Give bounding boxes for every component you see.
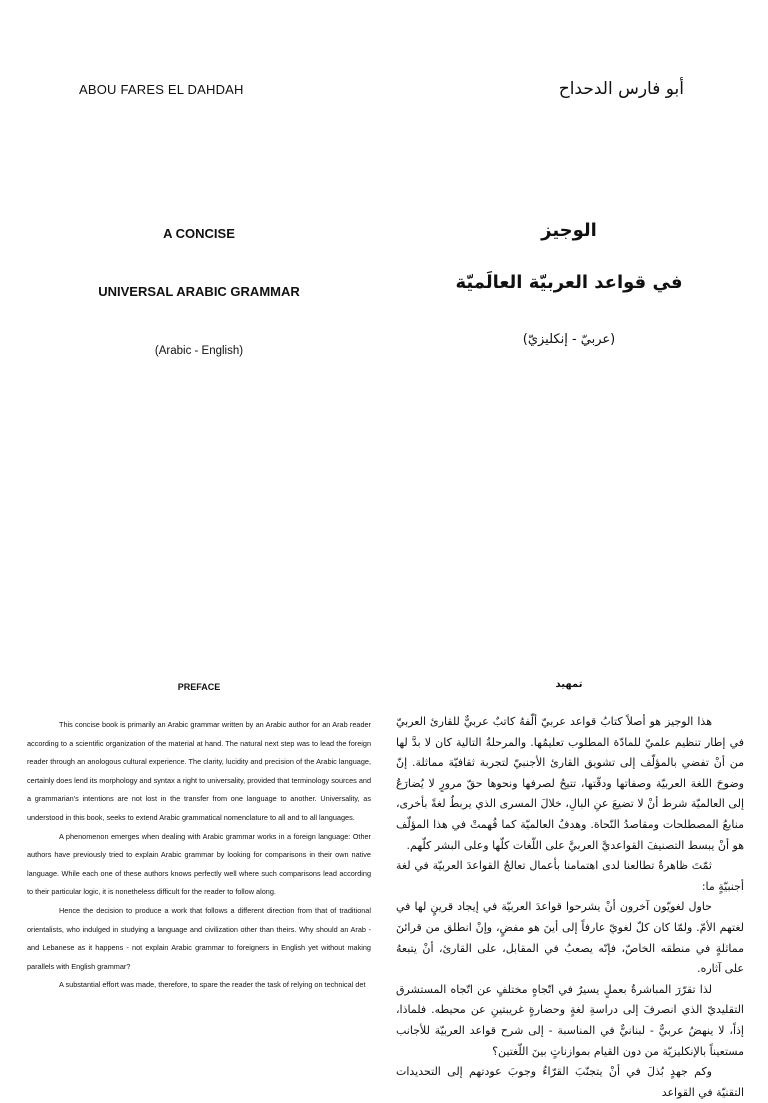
preface-paragraph-en: Hence the decision to produce a work that follows a different direction from that of traditional orientalists, who indulged in studying a language and civilization other than theirs. Why should an Arab - and Lebanese as it happens - not explain Arabic grammar to foreigners in English yet without making parallels with English grammar?: [27, 905, 371, 971]
subtitle-arabic: (عربيّ - إنكليزيّ): [522, 332, 616, 347]
author-name-arabic: أبو فارس الدحداح: [558, 79, 684, 99]
preface-paragraph-ar: هذا الوجيز هو أصلاً كتابُ قواعد عربيّ ألّفهُ كاتبٌ عربيٌّ للقارئ العربيّ في إطار تنظيم علميّ للمادّة المطلوب تعليمُها. والمرحلةُ التالية كان لا بدَّ لها من أنْ تفضي بالمؤلّف إلى تشويق القارئ الأجنبيّ لتجربة ثقافيّة مماثلة. إنّ وضوحَ اللغة العربيّة وصفاتها ودقّتها، تتيحُ لصرفها ونحوها حقّ مرورٍ لا يُضارَعُ إلى العالميّة شرط أنْ لا تضيعَ عنِ البالِ، خلالَ المسرى الذي يربطُ لغةً بأخرى، منابعُ المصطلحات ومقاصدُ النّحاة. وهدفُ العالميّة كما فُهمتْ في هذا المؤلّف هو أنْ يبسط التصنيفَ القواعديَّ العربيَّ على اللّغات كلّها وعلى البشر كلّهم.: [396, 715, 744, 852]
title-english-line1: A CONCISE: [163, 226, 235, 241]
preface-body-arabic: [396, 712, 744, 1103]
title-arabic-line2: في قواعد العربيّة العالَميّة: [455, 272, 683, 293]
preface-body-english: [27, 716, 371, 995]
preface-paragraph-ar: حاول لغويّون آخرون أنْ يشرحوا قواعدَ العربيّة في إيجاد قرينٍ لها في لغتهم الأمّ. ولمّا كان كلّ لغويّ عارفاً إلى أينَ هو مفضٍ، وإنْ انطلق من قرائنَ مماثلةٍ في منطقه الخاصّ، فإنّه يصعبُ في المقابل، على القارئ، أنْ يتبعهُ على آثاره.: [396, 900, 744, 976]
preface-heading-arabic: تمهيد: [555, 679, 583, 690]
preface-heading-english: PREFACE: [177, 682, 221, 692]
preface-paragraph-ar: وكم جهدٍ بُذلَ في أنْ يتجنّبَ القرّاءُ وجوبَ عودتهم إلى التحديدات التقنيّة في القواعد: [396, 1065, 744, 1099]
subtitle-english: (Arabic - English): [154, 345, 244, 357]
preface-paragraph-ar: ثمّتَ ظاهرةٌ تطالعنا لدى اهتمامنا بأعمال تعالجُ القواعدَ العربيّة في لغة أجنبيّةٍ ما:: [396, 859, 744, 893]
preface-paragraph-en: A substantial effort was made, therefore, to spare the reader the task of relying on technical det: [59, 980, 366, 990]
title-english-line2: UNIVERSAL ARABIC GRAMMAR: [98, 284, 300, 299]
preface-paragraph-en: A phenomenon emerges when dealing with Arabic grammar works in a foreign language: Other authors have previously tried to explain Arabic grammar by looking for comparisons in their own native language. While each one of these authors knows perfectly well where such comparisons lead according to their particular logic, it is nonetheless difficult for the reader to follow along.: [27, 831, 371, 897]
title-arabic-line1: الوجيز: [541, 220, 597, 241]
author-name-english: ABOU FARES EL DAHDAH: [79, 82, 244, 97]
preface-paragraph-ar: لذا تقرّرَ المباشرةُ بعملٍ يسيرُ في اتّجاهٍ مختلفٍ عن اتّجاه المستشرق التقليديّ الذي انصرفَ إلى دراسةِ لغةٍ وحضارةٍ غريبتينِ عن محيطه. فلماذا، إذاً، لا ينهضُ عربيٌّ - لبنانيٌّ في المناسبة - إلى شرح قواعد العربيّة للأجانب مستعيناً بالإنكليزيّة من دون القيام بموازناتٍ بينَ اللّغتين؟: [396, 982, 744, 1058]
preface-paragraph-en: This concise book is primarily an Arabic grammar written by an Arabic author for an Arab reader according to a scientific organization of the material at hand. The natural next step was to lead the foreign reader through an anologous cultural experience. The clarity, lucidity and precision of the Arabic language, certainly does lend its morphology and syntax a right to universality, provided that terminology sources and a grammarian's intentions are not lost in the transfer from one language to another. Universality, as understood in this book, seeks to extend Arabic grammatical nomenclature to all and to all languages.: [27, 720, 371, 822]
